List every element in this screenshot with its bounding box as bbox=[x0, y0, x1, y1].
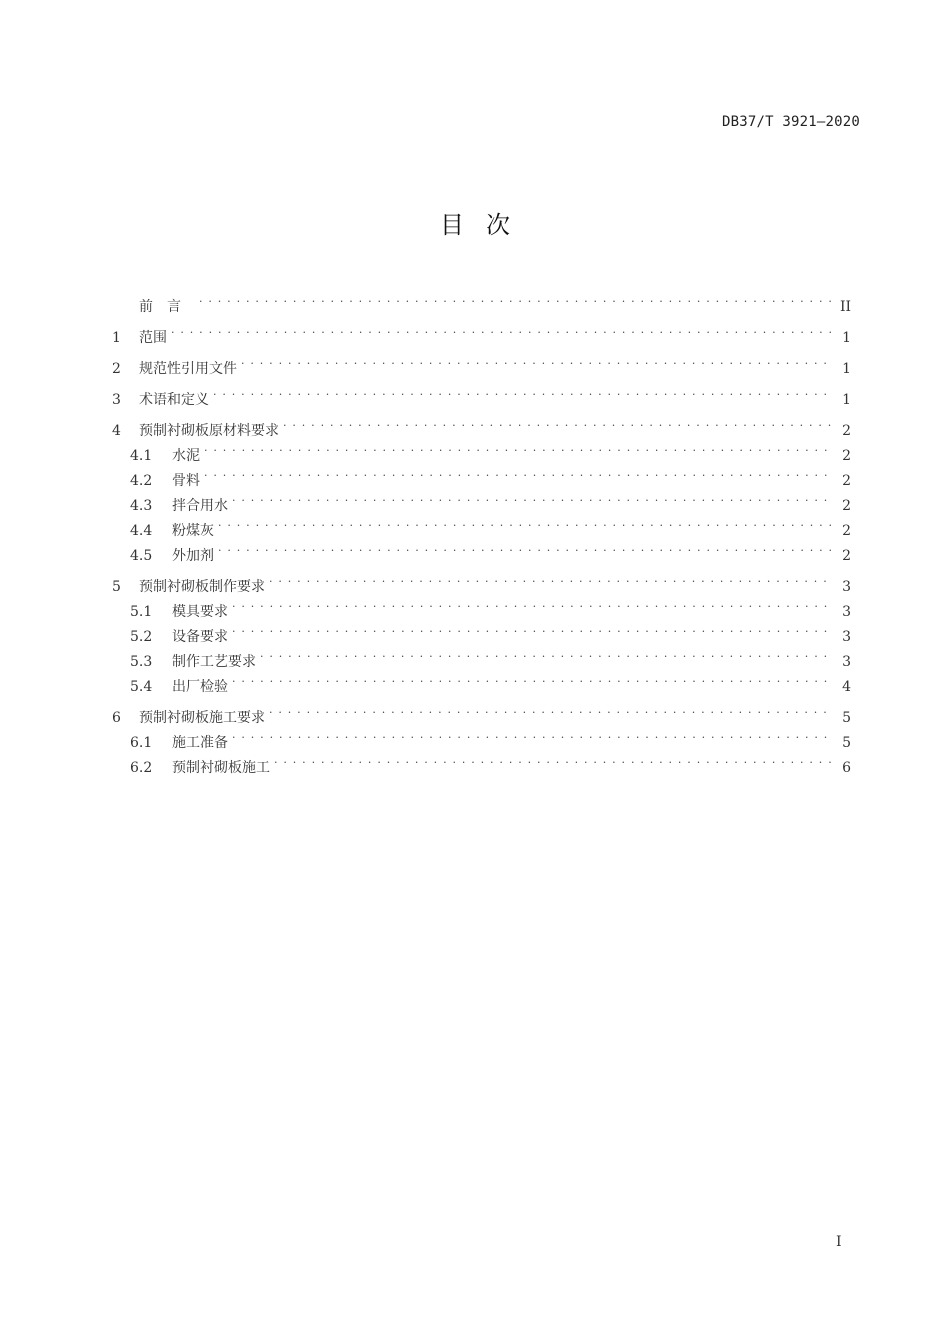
toc-entry-page: 1 bbox=[842, 361, 851, 377]
dot-leader bbox=[218, 535, 833, 560]
toc-entry-page: 2 bbox=[842, 423, 851, 439]
dot-leader bbox=[269, 697, 833, 722]
toc-entry[interactable] bbox=[112, 485, 851, 514]
dot-leader bbox=[218, 510, 833, 535]
toc-entry-label: 设备要求 bbox=[172, 629, 228, 645]
toc-entry-page: 2 bbox=[842, 523, 851, 539]
toc-entry-page: 3 bbox=[842, 654, 851, 670]
standard-number: DB37/T 3921—2020 bbox=[721, 114, 860, 130]
table-of-contents bbox=[112, 286, 851, 776]
toc-entry-page: 4 bbox=[842, 679, 851, 695]
dot-leader bbox=[204, 460, 833, 485]
toc-entry-label: 预制衬砌板制作要求 bbox=[139, 579, 265, 595]
toc-entry-label: 外加剂 bbox=[172, 548, 214, 564]
toc-entry-page: 2 bbox=[842, 448, 851, 464]
toc-entry-label: 水泥 bbox=[172, 448, 200, 464]
toc-entry-number: 5.2 bbox=[130, 629, 153, 645]
toc-entry-label: 规范性引用文件 bbox=[139, 361, 237, 377]
toc-entry[interactable] bbox=[112, 286, 851, 315]
toc-entry-number: 5.1 bbox=[130, 604, 153, 620]
dot-leader bbox=[232, 722, 833, 747]
dot-leader bbox=[232, 616, 833, 641]
toc-entry-page: 1 bbox=[842, 392, 851, 408]
toc-entry-number: 4.1 bbox=[130, 448, 153, 464]
toc-entry[interactable] bbox=[112, 460, 851, 489]
toc-entry-label: 施工准备 bbox=[172, 735, 228, 751]
toc-entry[interactable] bbox=[112, 317, 851, 346]
toc-entry-label: 拌合用水 bbox=[172, 498, 228, 514]
toc-entry[interactable] bbox=[112, 379, 851, 408]
toc-entry[interactable] bbox=[112, 697, 851, 726]
toc-entry-label: 范围 bbox=[139, 330, 167, 346]
toc-entry[interactable] bbox=[112, 535, 851, 564]
dot-leader bbox=[204, 435, 833, 460]
dot-leader bbox=[232, 666, 833, 691]
dot-leader bbox=[199, 286, 833, 311]
toc-entry-number: 3 bbox=[112, 392, 121, 408]
toc-entry-label: 粉煤灰 bbox=[172, 523, 214, 539]
toc-entry-number: 4.3 bbox=[130, 498, 153, 514]
dot-leader bbox=[260, 641, 833, 666]
toc-entry-page: 3 bbox=[842, 579, 851, 595]
toc-entry[interactable] bbox=[112, 348, 851, 377]
toc-entry-number: 5.4 bbox=[130, 679, 153, 695]
page-number: I bbox=[836, 1234, 842, 1250]
dot-leader bbox=[274, 747, 833, 772]
dot-leader bbox=[171, 317, 833, 342]
toc-entry-label: 出厂检验 bbox=[172, 679, 228, 695]
toc-entry-page: 2 bbox=[842, 548, 851, 564]
toc-entry-page: 5 bbox=[842, 735, 851, 751]
toc-entry-label: 预制衬砌板施工要求 bbox=[139, 710, 265, 726]
toc-entry-number: 4.4 bbox=[130, 523, 153, 539]
toc-entry-page: 3 bbox=[842, 629, 851, 645]
toc-entry-number: 6.1 bbox=[130, 735, 153, 751]
toc-entry-page: 5 bbox=[842, 710, 851, 726]
toc-entry-number: 4.5 bbox=[130, 548, 153, 564]
toc-entry-label: 制作工艺要求 bbox=[172, 654, 256, 670]
toc-entry[interactable] bbox=[112, 410, 851, 439]
toc-entry-label: 预制衬砌板原材料要求 bbox=[139, 423, 279, 439]
toc-entry-page: II bbox=[839, 299, 851, 315]
toc-entry-page: 1 bbox=[842, 330, 851, 346]
toc-entry-number: 4.2 bbox=[130, 473, 153, 489]
toc-entry-label: 术语和定义 bbox=[139, 392, 209, 408]
toc-entry-number: 4 bbox=[112, 423, 121, 439]
toc-entry-number: 2 bbox=[112, 361, 121, 377]
toc-entry-page: 6 bbox=[842, 760, 851, 776]
dot-leader bbox=[232, 591, 833, 616]
toc-entry-label: 前言 bbox=[139, 299, 195, 315]
toc-entry-page: 2 bbox=[842, 498, 851, 514]
dot-leader bbox=[241, 348, 833, 373]
toc-entry-page: 3 bbox=[842, 604, 851, 620]
toc-entry-number: 5 bbox=[112, 579, 121, 595]
toc-entry-number: 5.3 bbox=[130, 654, 153, 670]
toc-entry[interactable] bbox=[112, 566, 851, 595]
dot-leader bbox=[283, 410, 833, 435]
toc-entry-number: 1 bbox=[112, 330, 121, 346]
dot-leader bbox=[213, 379, 833, 404]
toc-entry-number: 6.2 bbox=[130, 760, 153, 776]
toc-entry-label: 模具要求 bbox=[172, 604, 228, 620]
dot-leader bbox=[232, 485, 833, 510]
page-title: 目次 bbox=[440, 211, 532, 239]
dot-leader bbox=[269, 566, 833, 591]
toc-entry[interactable] bbox=[112, 510, 851, 539]
toc-entry-number: 6 bbox=[112, 710, 121, 726]
toc-entry-label: 骨料 bbox=[172, 473, 200, 489]
toc-entry[interactable] bbox=[112, 435, 851, 464]
toc-entry-label: 预制衬砌板施工 bbox=[172, 760, 270, 776]
toc-entry-page: 2 bbox=[842, 473, 851, 489]
